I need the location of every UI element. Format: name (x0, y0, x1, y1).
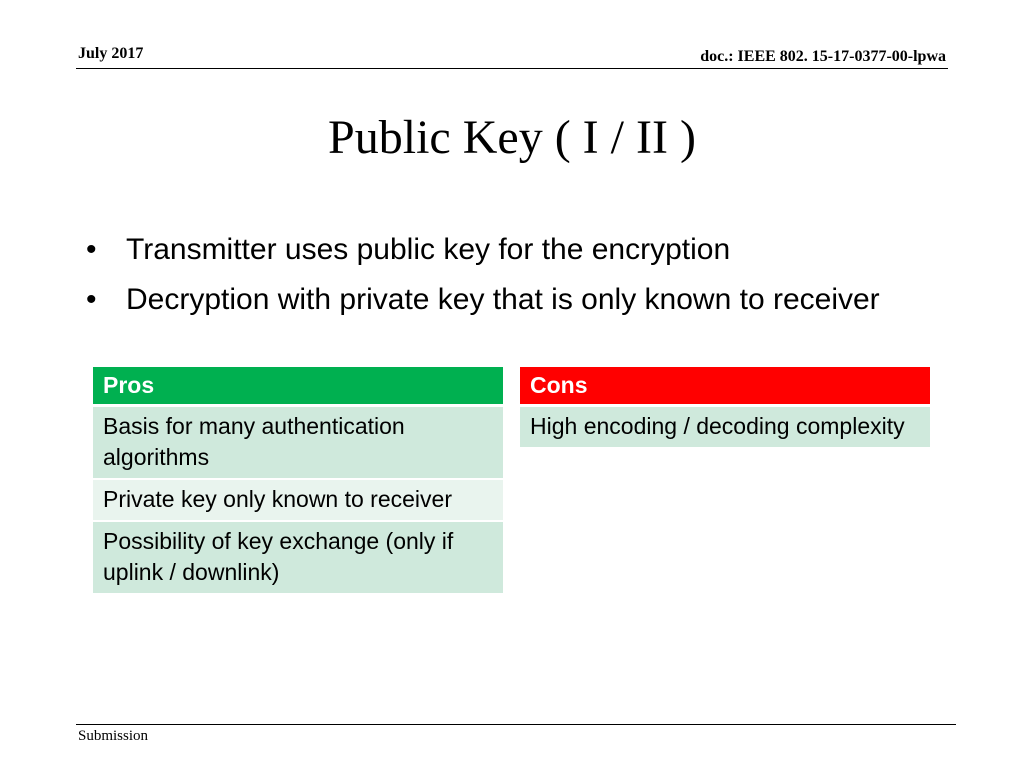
bullet-item (86, 229, 886, 270)
bullet-item (86, 279, 886, 320)
table-row (520, 407, 930, 449)
bullet-text: Decryption with private key that is only known to receiver (126, 283, 880, 316)
cons-header: Cons (520, 367, 930, 407)
bullet-text: Transmitter uses public key for the encryption (126, 233, 731, 266)
footer-divider (76, 724, 956, 725)
bullet-dot: • (86, 233, 97, 266)
pros-cell: Possibility of key exchange (only if uplink / downlink) (93, 522, 503, 595)
cons-header-row (520, 367, 930, 407)
slide-title: Public Key ( I / II ) (328, 111, 696, 164)
table-row (93, 522, 503, 595)
pros-header: Pros (93, 367, 503, 407)
pros-cell: Private key only known to receiver (93, 480, 503, 522)
cons-table (520, 367, 930, 449)
header-doc-id: doc.: IEEE 802. 15-17-0377-00-lpwa (700, 48, 946, 65)
cons-cell: High encoding / decoding complexity (520, 407, 930, 449)
pros-cell: Basis for many authentication algorithms (93, 407, 503, 480)
table-row (93, 480, 503, 522)
header-date: July 2017 (78, 45, 144, 62)
bullet-list (86, 229, 886, 329)
pros-header-row (93, 367, 503, 407)
table-row (93, 407, 503, 480)
header-divider (76, 68, 948, 69)
bullet-dot: • (86, 283, 97, 316)
footer-label: Submission (78, 728, 149, 744)
pros-table (93, 367, 503, 595)
